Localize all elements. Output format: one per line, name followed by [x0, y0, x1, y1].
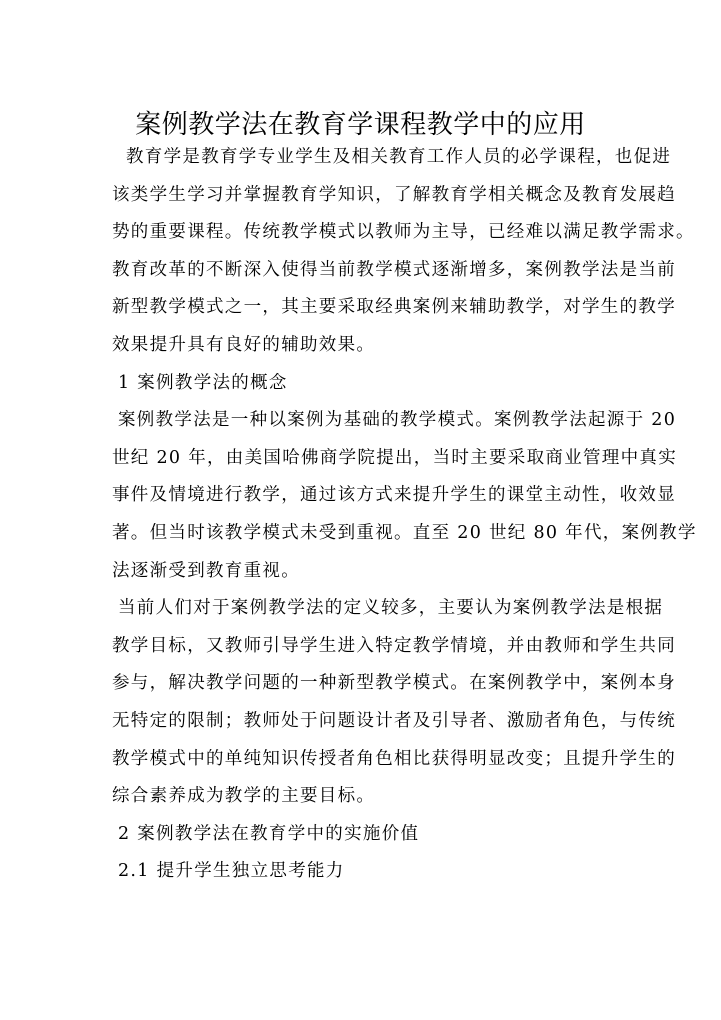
paragraph-concept-origin [112, 402, 697, 590]
text-line: 案例教学法是一种以案例为基础的教学模式。案例教学法起源于 20 [118, 410, 677, 431]
text-line: 世纪 20 年，由美国哈佛商学院提出，当时主要采取商业管理中真实 [112, 447, 677, 468]
text-line: 势的重要课程。传统教学模式以教师为主导，已经难以满足教学需求。 [112, 222, 695, 243]
document-body [112, 139, 697, 891]
document-title: 案例教学法在教育学课程教学中的应用 [135, 110, 586, 141]
text-line: 教育改革的不断深入使得当前教学模式逐渐增多，案例教学法是当前 [112, 259, 676, 280]
section-heading-1: 1 案例教学法的概念 [118, 372, 288, 393]
text-line: 该类学生学习并掌握教育学知识，了解教育学相关概念及教育发展趋 [112, 184, 676, 205]
subsection-heading-2-1: 2.1 提升学生独立思考能力 [118, 861, 345, 882]
paragraph-intro [112, 139, 695, 365]
text-line: 综合素养成为教学的主要目标。 [112, 786, 376, 807]
text-line: 当前人们对于案例教学法的定义较多，主要认为案例教学法是根据 [118, 598, 664, 619]
text-line: 教学目标，又教师引导学生进入特定教学情境，并由教师和学生共同 [112, 635, 676, 656]
text-line: 著。但当时该教学模式未受到重视。直至 20 世纪 80 年代，案例教学 [112, 522, 697, 543]
text-line: 参与，解决教学问题的一种新型教学模式。在案例教学中，案例本身 [112, 673, 676, 694]
text-line: 法逐渐受到教育重视。 [112, 560, 300, 581]
text-line: 教学模式中的单纯知识传授者角色相比获得明显改变；且提升学生的 [112, 748, 676, 769]
text-line: 无特定的限制；教师处于问题设计者及引导者、激励者角色，与传统 [112, 710, 676, 731]
section-heading-2: 2 案例教学法在教育学中的实施价值 [118, 823, 420, 844]
text-line: 教育学是教育学专业学生及相关教育工作人员的必学课程，也促进 [126, 147, 672, 167]
paragraph-concept-definition [112, 590, 676, 816]
text-line: 事件及情境进行教学，通过该方式来提升学生的课堂主动性，收效显 [112, 485, 676, 506]
text-line: 新型教学模式之一，其主要采取经典案例来辅助教学，对学生的教学 [112, 297, 676, 318]
text-line: 效果提升具有良好的辅助效果。 [112, 334, 376, 355]
